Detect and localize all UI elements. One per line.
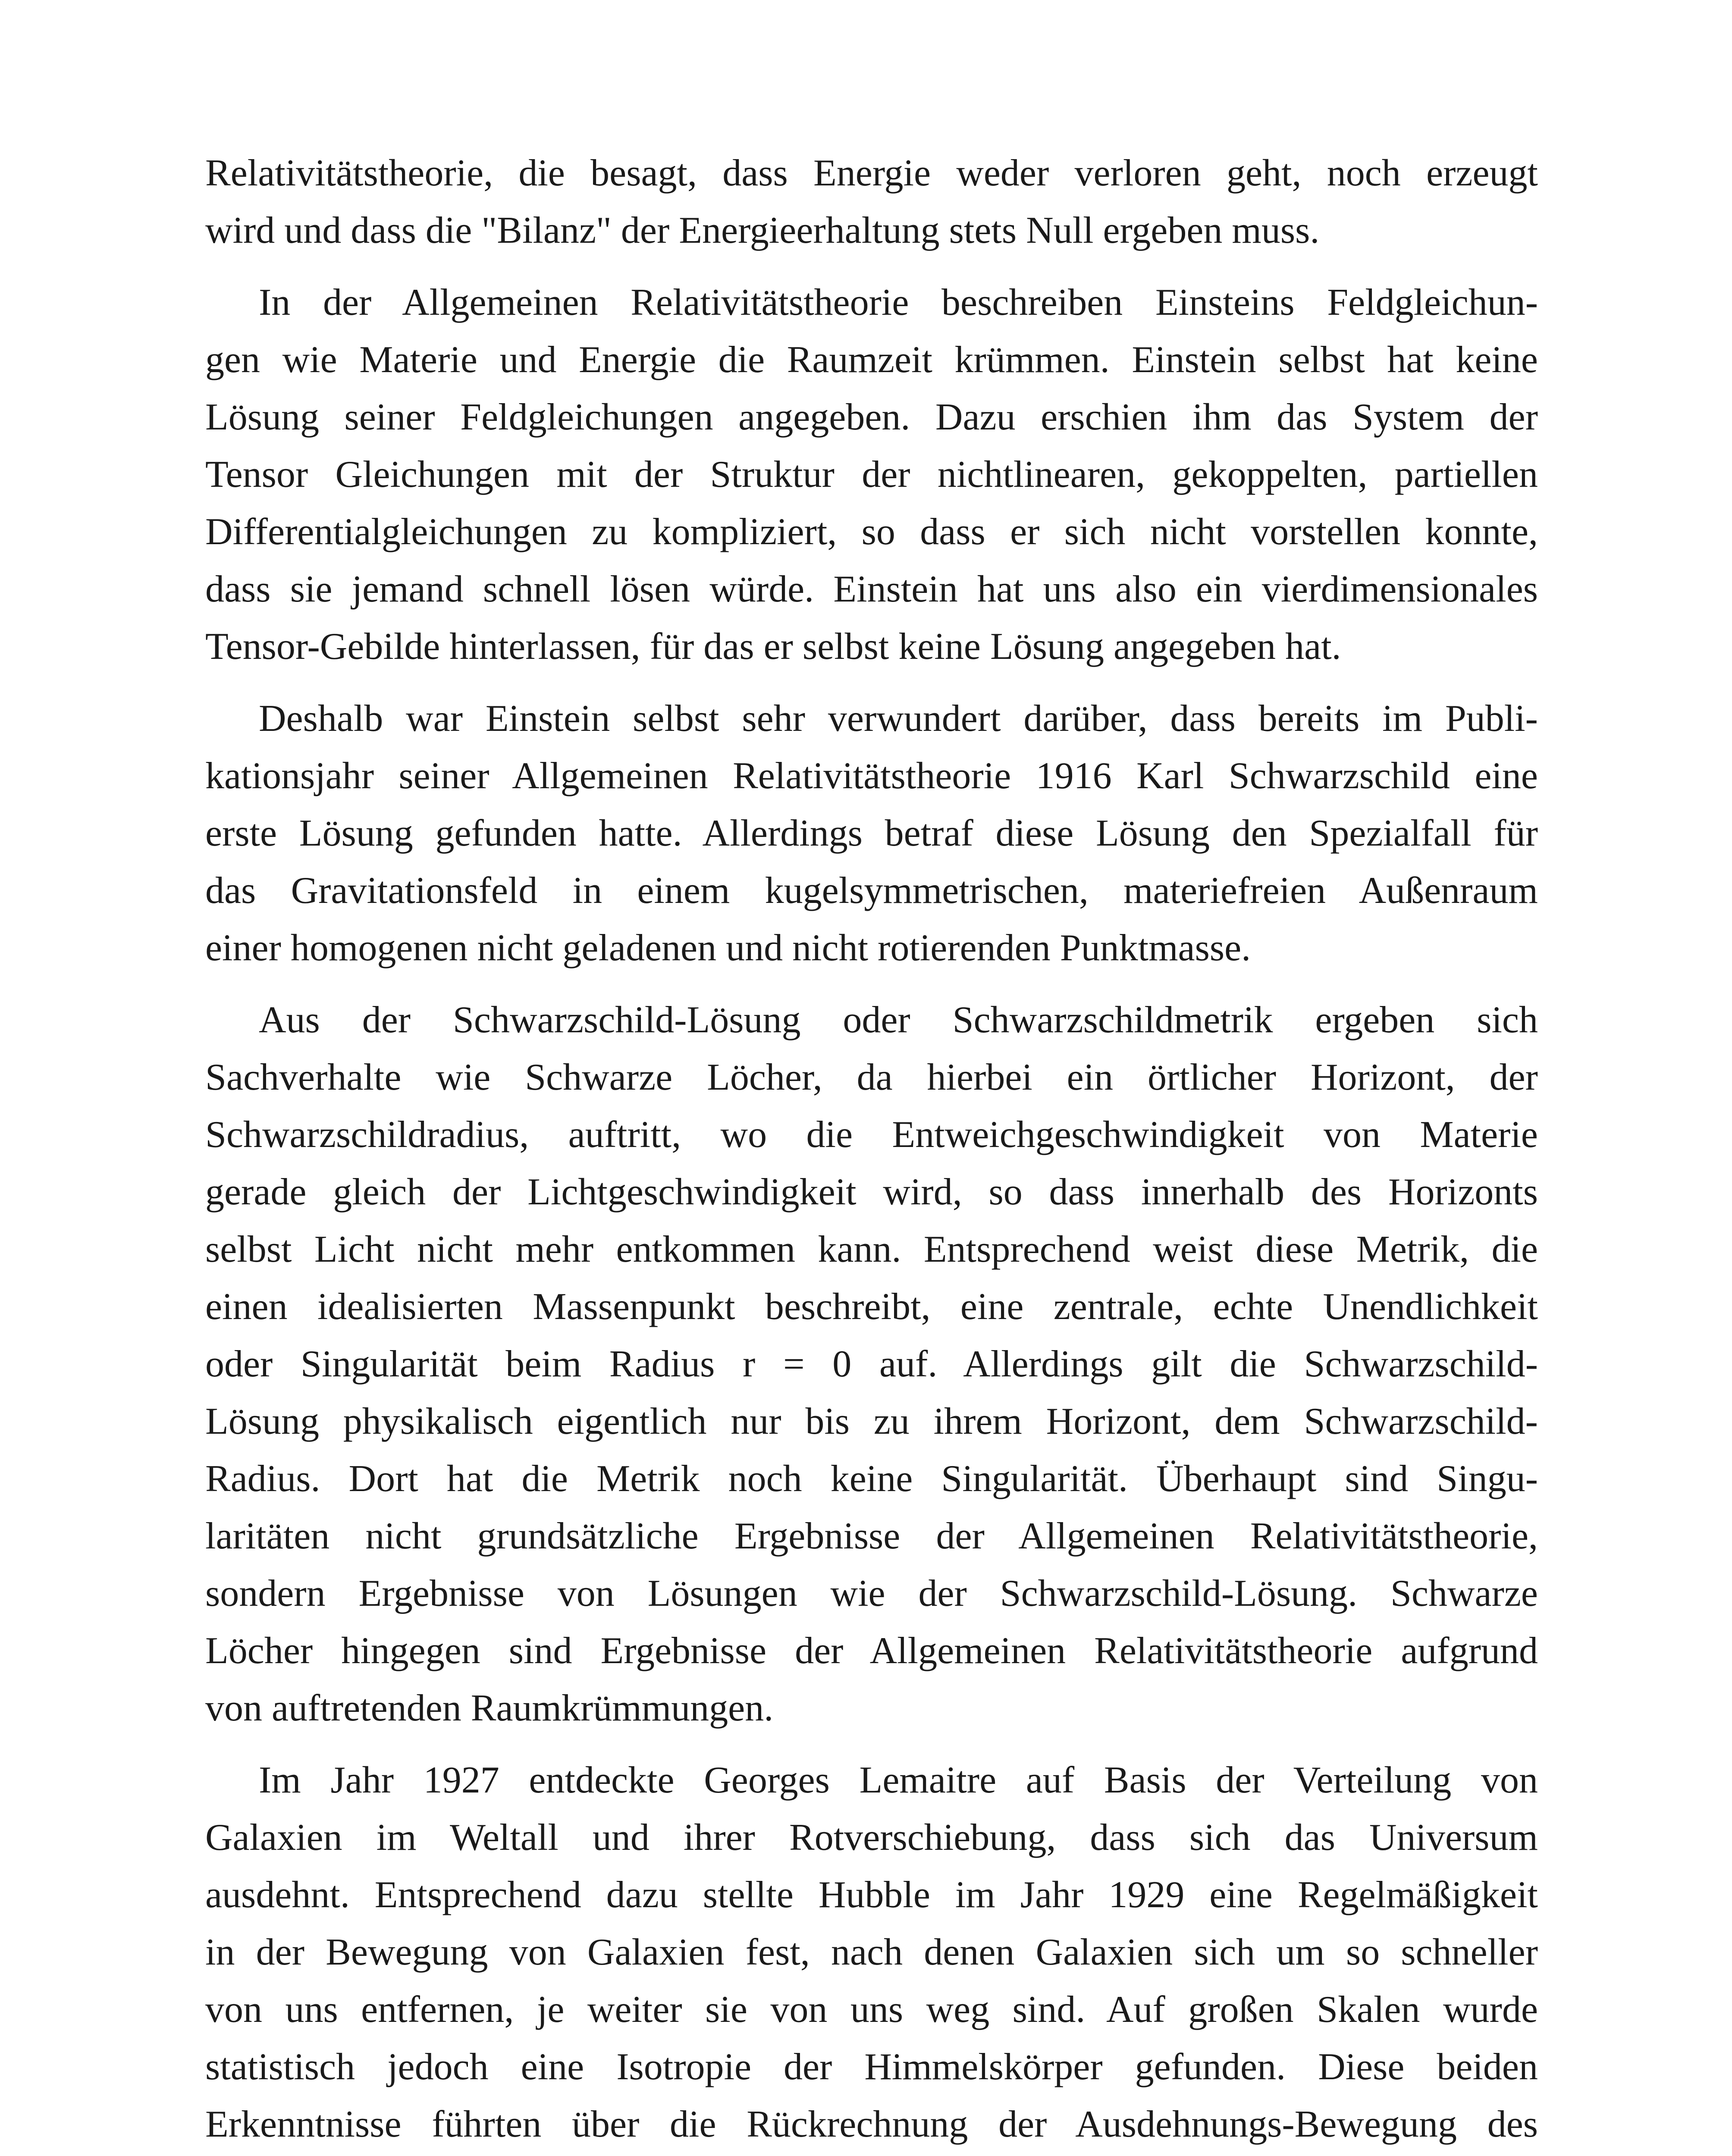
text-line: Löcher hingegen sind Ergebnisse der Allgemeinen Relativitätstheorie aufgrund (205, 1630, 1538, 1672)
text-line: gen wie Materie und Energie die Raumzeit krümmen. Einstein selbst hat keine (205, 339, 1538, 381)
text-line (205, 2153, 1538, 2156)
text-line: erste Lösung gefunden hatte. Allerdings betraf diese Lösung den Spezialfall für (205, 812, 1538, 854)
paragraph-2 (205, 274, 1538, 675)
paragraph-1 (205, 144, 1538, 259)
text-line: Relativitätstheorie, die besagt, dass Energie weder verloren geht, noch erzeugt (205, 152, 1538, 194)
text-line: von uns entfernen, je weiter sie von uns weg sind. Auf großen Skalen wurde (205, 1989, 1538, 2031)
text-line: Aus der Schwarzschild-Lösung oder Schwarzschildmetrik ergeben sich (259, 999, 1538, 1041)
text-line: Im Jahr 1927 entdeckte Georges Lemaitre auf Basis der Verteilung von (259, 1759, 1538, 1801)
paragraph-4 (205, 991, 1538, 1737)
paragraph-5 (205, 1752, 1538, 2156)
text-line: Differentialgleichungen zu kompliziert, so dass er sich nicht vorstellen konnte, (205, 511, 1538, 553)
text-line: von auftretenden Raumkrümmungen. (205, 1687, 774, 1729)
text-line: Erkenntnisse führten über die Rückrechnung der Ausdehnungs-Bewegung des (205, 2103, 1538, 2145)
text-line: wird und dass die "Bilanz" der Energieerhaltung stets Null ergeben muss. (205, 210, 1320, 251)
text-line: statistisch jedoch eine Isotropie der Himmelskörper gefunden. Diese beiden (205, 2046, 1538, 2088)
paragraph-3 (205, 690, 1538, 977)
text-line: einer homogenen nicht geladenen und nicht rotierenden Punktmasse. (205, 927, 1251, 969)
text-line: Galaxien im Weltall und ihrer Rotverschiebung, dass sich das Universum (205, 1817, 1538, 1858)
text-line: das Gravitationsfeld in einem kugelsymmetrischen, materiefreien Außenraum (205, 870, 1538, 912)
text-line: Tensor Gleichungen mit der Struktur der nichtlinearen, gekoppelten, partiellen (205, 454, 1538, 495)
text-line: oder Singularität beim Radius r = 0 auf. Allerdings gilt die Schwarzschild- (205, 1343, 1538, 1385)
text-line: einen idealisierten Massenpunkt beschreibt, eine zentrale, echte Unendlichkeit (205, 1286, 1538, 1328)
text-line: Schwarzschildradius, auftritt, wo die Entweichgeschwindigkeit von Materie (205, 1114, 1538, 1156)
text-line: dass sie jemand schnell lösen würde. Einstein hat uns also ein vierdimensionales (205, 568, 1538, 610)
text-line: In der Allgemeinen Relativitätstheorie beschreiben Einsteins Feldgleichun- (259, 282, 1538, 323)
text-line: in der Bewegung von Galaxien fest, nach denen Galaxien sich um so schneller (205, 1931, 1538, 1973)
text-line: ausdehnt. Entsprechend dazu stellte Hubble im Jahr 1929 eine Regelmäßigkeit (205, 1874, 1538, 1916)
text-line: Sachverhalte wie Schwarze Löcher, da hierbei ein örtlicher Horizont, der (205, 1056, 1538, 1098)
text-line: Lösung seiner Feldgleichungen angegeben. Dazu erschien ihm das System der (205, 396, 1538, 438)
text-line: laritäten nicht grundsätzliche Ergebnisse der Allgemeinen Relativitätstheorie, (205, 1515, 1538, 1557)
text-line: selbst Licht nicht mehr entkommen kann. Entsprechend weist diese Metrik, die (205, 1228, 1538, 1270)
text-line: sondern Ergebnisse von Lösungen wie der Schwarzschild-Lösung. Schwarze (205, 1573, 1538, 1614)
text-line: Tensor-Gebilde hinterlassen, für das er selbst keine Lösung angegeben hat. (205, 626, 1341, 667)
body-text (205, 144, 1538, 2156)
text-line: gerade gleich der Lichtgeschwindigkeit wird, so dass innerhalb des Horizonts (205, 1171, 1538, 1213)
text-line: Lösung physikalisch eigentlich nur bis zu ihrem Horizont, dem Schwarzschild- (205, 1401, 1538, 1442)
text-line: Radius. Dort hat die Metrik noch keine Singularität. Überhaupt sind Singu- (205, 1458, 1538, 1500)
text-line: Deshalb war Einstein selbst sehr verwundert darüber, dass bereits im Publi- (259, 698, 1538, 740)
text-line: kationsjahr seiner Allgemeinen Relativitätstheorie 1916 Karl Schwarzschild eine (205, 755, 1538, 797)
